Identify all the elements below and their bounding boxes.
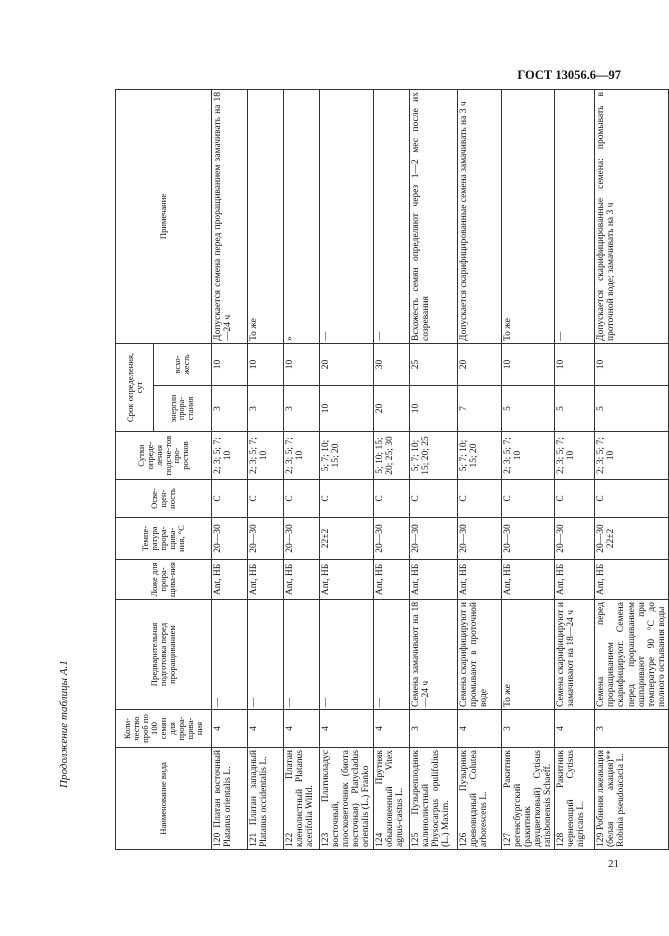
cell-germ: 10 (502, 343, 555, 385)
cell-note: » (284, 89, 320, 343)
cell-temp: 20—30 (284, 518, 320, 560)
cell-note: То же (502, 89, 555, 343)
cell-name: 122 Платан кленолистный Platanus acerifolia Willd. (284, 748, 320, 850)
header-days: Сутки опреде-ления подсче-тов про-ростков (116, 432, 212, 480)
cell-days: 5; 7; 10; 15; 20 (320, 432, 374, 480)
table-caption: Продолжение таблицы А.1 (58, 660, 70, 788)
cell-prep: — (374, 600, 410, 710)
cell-germ: 25 (410, 343, 458, 385)
cell-bed: Ant, НБ (502, 560, 555, 600)
cell-days: 5; 10; 15; 20; 25; 30 (374, 432, 410, 480)
cell-bed: Ant, НБ (410, 560, 458, 600)
header-germ: всхо-жесть (154, 343, 212, 385)
cell-days: 2; 3; 5; 7; 10 (595, 432, 668, 480)
cell-germ: 30 (374, 343, 410, 385)
table-row (458, 89, 502, 849)
cell-name: 124 Прутняк обыкновенный Vitex agnus-castus L. (374, 748, 410, 850)
cell-name: 125 Пузыреплодник калинолистный Physocarpus opulifolius (L.) Maxim. (410, 748, 458, 850)
cell-prep: — (212, 600, 248, 710)
cell-name: 126 Пузырник древовидный Colutea arborescens L. (458, 748, 502, 850)
cell-temp: 20—30 (212, 518, 248, 560)
cell-temp: 20—30 (374, 518, 410, 560)
table-row (555, 89, 595, 849)
cell-light: С (458, 480, 502, 518)
table-row (248, 89, 284, 849)
header-seeds: Коли-чество проб по 100 семян для прора-щива-ния (116, 710, 212, 748)
cell-temp: 20—30 (502, 518, 555, 560)
table-row (374, 89, 410, 849)
cell-temp: 20—30 22±2 (595, 518, 668, 560)
cell-energy: 5 (555, 386, 595, 432)
cell-light: С (320, 480, 374, 518)
cell-energy: 3 (284, 386, 320, 432)
header-bed: Ложе для прора-щива-ния (116, 560, 212, 600)
cell-note: То же (248, 89, 284, 343)
cell-bed: Ant, НБ (595, 560, 668, 600)
header-light: Осве-щен-ность (116, 480, 212, 518)
cell-germ: 20 (458, 343, 502, 385)
cell-seeds: 4 (284, 710, 320, 748)
cell-germ: 20 (320, 343, 374, 385)
cell-light: С (374, 480, 410, 518)
cell-temp: 20—30 (410, 518, 458, 560)
header-prep: Предварительная подготовка перед проращиванием (116, 600, 212, 710)
cell-germ: 10 (284, 343, 320, 385)
cell-bed: Ant, НБ (320, 560, 374, 600)
header-name: Наименование вида (116, 748, 212, 850)
cell-prep: — (248, 600, 284, 710)
cell-prep: — (284, 600, 320, 710)
cell-name: 127 Ракитник регенсбургский (ракитник двуцветковый) Cytisus ratisbonensis Schaeff. (502, 748, 555, 850)
cell-temp: 20—30 (248, 518, 284, 560)
cell-seeds: 3 (595, 710, 668, 748)
cell-seeds: 4 (374, 710, 410, 748)
cell-bed: Ant, НБ (284, 560, 320, 600)
cell-energy: 3 (212, 386, 248, 432)
cell-prep: Семена скарифицируют и замачивают на 18—24 ч (555, 600, 595, 710)
header-temp: Темпе-ратура прора-щива-ния, °С (116, 518, 212, 560)
cell-prep: То же (502, 600, 555, 710)
cell-light: С (595, 480, 668, 518)
cell-seeds: 4 (555, 710, 595, 748)
cell-bed: Ant, НБ (374, 560, 410, 600)
species-table (115, 90, 667, 850)
cell-seeds: 4 (320, 710, 374, 748)
cell-seeds: 4 (212, 710, 248, 748)
cell-days: 5; 7; 10; 15; 20 (458, 432, 502, 480)
cell-days: 2; 3; 5; 7; 10 (284, 432, 320, 480)
cell-prep: — (320, 600, 374, 710)
cell-note: — (555, 89, 595, 343)
cell-name: 129 Робиния лжеакация (белая акация)** Robinia pseudoacacia L. (595, 748, 668, 850)
cell-germ: 10 (595, 343, 668, 385)
cell-light: С (212, 480, 248, 518)
cell-prep: Семена скарифицируют и промывают в проточной воде (458, 600, 502, 710)
table-row (410, 89, 458, 849)
table-row (212, 89, 248, 849)
cell-seeds: 3 (410, 710, 458, 748)
cell-bed: Ant, НБ (212, 560, 248, 600)
cell-seeds: 3 (502, 710, 555, 748)
cell-name: 121 Платан западный Platanus occidentalis L. (248, 748, 284, 850)
standard-number: ГОСТ 13056.6—97 (517, 68, 621, 82)
cell-germ: 10 (248, 343, 284, 385)
cell-note: Всхожесть семян определяют через 1—2 мес после их созревания (410, 89, 458, 343)
table-row (595, 89, 668, 849)
cell-days: 2; 3; 5; 7; 10 (212, 432, 248, 480)
cell-note: Допускается семена перед проращиванием замачивать на 18—24 ч (212, 89, 248, 343)
cell-light: С (410, 480, 458, 518)
cell-light: С (555, 480, 595, 518)
table-row (320, 89, 374, 849)
cell-energy: 7 (458, 386, 502, 432)
cell-energy: 10 (320, 386, 374, 432)
header-energy: энергии прора-стания (154, 386, 212, 432)
page-number: 21 (608, 858, 619, 870)
cell-bed: Ant, НБ (555, 560, 595, 600)
cell-light: С (502, 480, 555, 518)
cell-light: С (284, 480, 320, 518)
cell-days: 2; 3; 5; 7; 10 (248, 432, 284, 480)
cell-seeds: 4 (458, 710, 502, 748)
table-row (284, 89, 320, 849)
table-row (502, 89, 555, 849)
table-body (212, 89, 669, 849)
cell-energy: 5 (502, 386, 555, 432)
cell-germ: 10 (555, 343, 595, 385)
cell-bed: Ant, НБ (248, 560, 284, 600)
cell-energy: 10 (410, 386, 458, 432)
cell-note: — (320, 89, 374, 343)
header-note: Примечание (116, 89, 212, 343)
cell-note: Допускается скарифицированные семена замачивать на 3 ч (458, 89, 502, 343)
cell-days: 5; 7; 10; 15; 20; 25 (410, 432, 458, 480)
cell-light: С (248, 480, 284, 518)
cell-temp: 22±2 (320, 518, 374, 560)
cell-temp: 20—30 (458, 518, 502, 560)
cell-energy: 3 (248, 386, 284, 432)
cell-name: 120 Платан восточный Platanus orientalis L. (212, 748, 248, 850)
cell-name: 123 Платикладус восточный, плосковеточник (биота восточная) Platycladus orientalis (L.) Franko (320, 748, 374, 850)
cell-energy: 5 (595, 386, 668, 432)
cell-prep: Семена перед проращиванием скарифицируют. Семена перед проращиванием ошпаривают при температуре 90 °С до полного остывания воды (595, 600, 668, 710)
cell-bed: Ant, НБ (458, 560, 502, 600)
header-term-group: Срок определения, сут (116, 343, 154, 431)
cell-seeds: 4 (248, 710, 284, 748)
cell-note: Допускается скарифицированные семена: промывать в проточной воде; замачивать на 3 ч (595, 89, 668, 343)
cell-prep: Семена замачивают на 18—24 ч (410, 600, 458, 710)
cell-days: 2; 3; 5; 7; 10 (502, 432, 555, 480)
cell-temp: 20—30 (555, 518, 595, 560)
cell-energy: 20 (374, 386, 410, 432)
cell-germ: 10 (212, 343, 248, 385)
cell-note: — (374, 89, 410, 343)
cell-name: 128 Ракитник чернеющий Cytisus nigricans L. (555, 748, 595, 850)
cell-days: 2; 3; 5; 7; 10 (555, 432, 595, 480)
